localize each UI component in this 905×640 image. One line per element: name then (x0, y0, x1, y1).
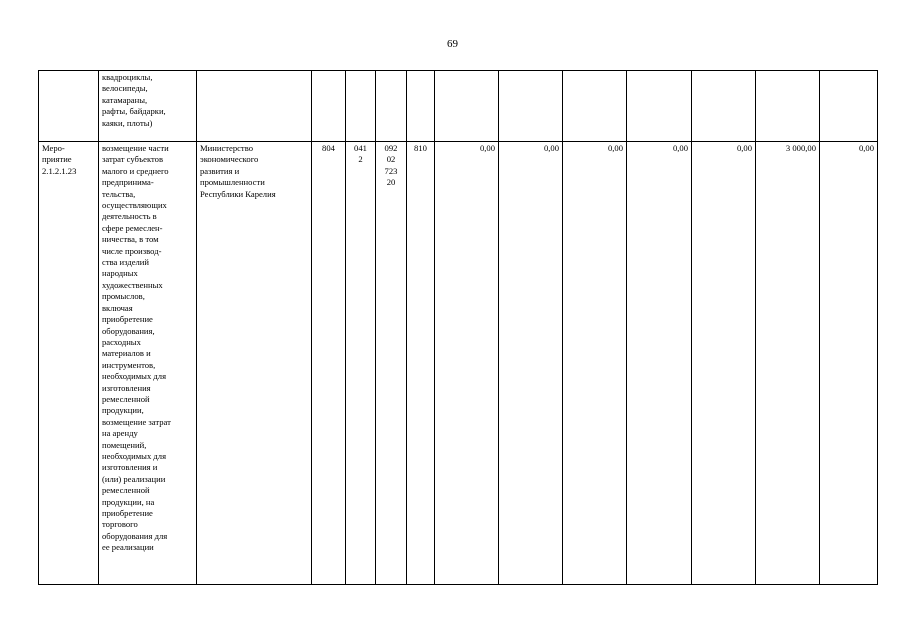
value-cell-6 (756, 71, 820, 142)
grbs-cell: 804 (312, 142, 346, 585)
measure-description-cell: возмещение части затрат субъектов малого и среднего предпринима- тельства, осуществляющих деятельность в сфере ремеслен- ничества, в том числе производ- ства изделий народных художественных промыслов, включая приобретение оборудования, расходных материалов и инструментов, необходимых для изготовления ремесленной продукции, возмещение затрат на аренду помещений, необходимых для изготовления и (или) реализации ремесленной продукции, на приобретение торгового оборудования для ее реализации (99, 142, 197, 585)
value-cell-6: 3 000,00 (756, 142, 820, 585)
grbs-cell (312, 71, 346, 142)
csr-cell (376, 71, 407, 142)
value-cell-5: 0,00 (692, 142, 756, 585)
measure-code-cell: Меро- приятие 2.1.2.1.23 (39, 142, 99, 585)
vr-cell (407, 71, 435, 142)
value-cell-3 (563, 71, 627, 142)
value-cell-5 (692, 71, 756, 142)
value-cell-7 (820, 71, 878, 142)
measure-code-cell (39, 71, 99, 142)
csr-cell: 092 02 723 20 (376, 142, 407, 585)
rzpr-cell: 041 2 (346, 142, 376, 585)
responsible-executor-cell: Министерство экономического развития и промышленности Республики Карелия (197, 142, 312, 585)
value-cell-3: 0,00 (563, 142, 627, 585)
rzpr-cell (346, 71, 376, 142)
page-number: 69 (447, 38, 458, 50)
value-cell-4 (627, 71, 692, 142)
budget-table (38, 70, 878, 585)
table-row (39, 71, 878, 142)
value-cell-2: 0,00 (499, 142, 563, 585)
value-cell-2 (499, 71, 563, 142)
measure-description-cell: квадроциклы, велосипеды, катамараны, рафты, байдарки, каяки, плоты) (99, 71, 197, 142)
table-row (39, 142, 878, 585)
vr-cell: 810 (407, 142, 435, 585)
value-cell-1: 0,00 (435, 142, 499, 585)
responsible-executor-cell (197, 71, 312, 142)
value-cell-7: 0,00 (820, 142, 878, 585)
value-cell-4: 0,00 (627, 142, 692, 585)
value-cell-1 (435, 71, 499, 142)
